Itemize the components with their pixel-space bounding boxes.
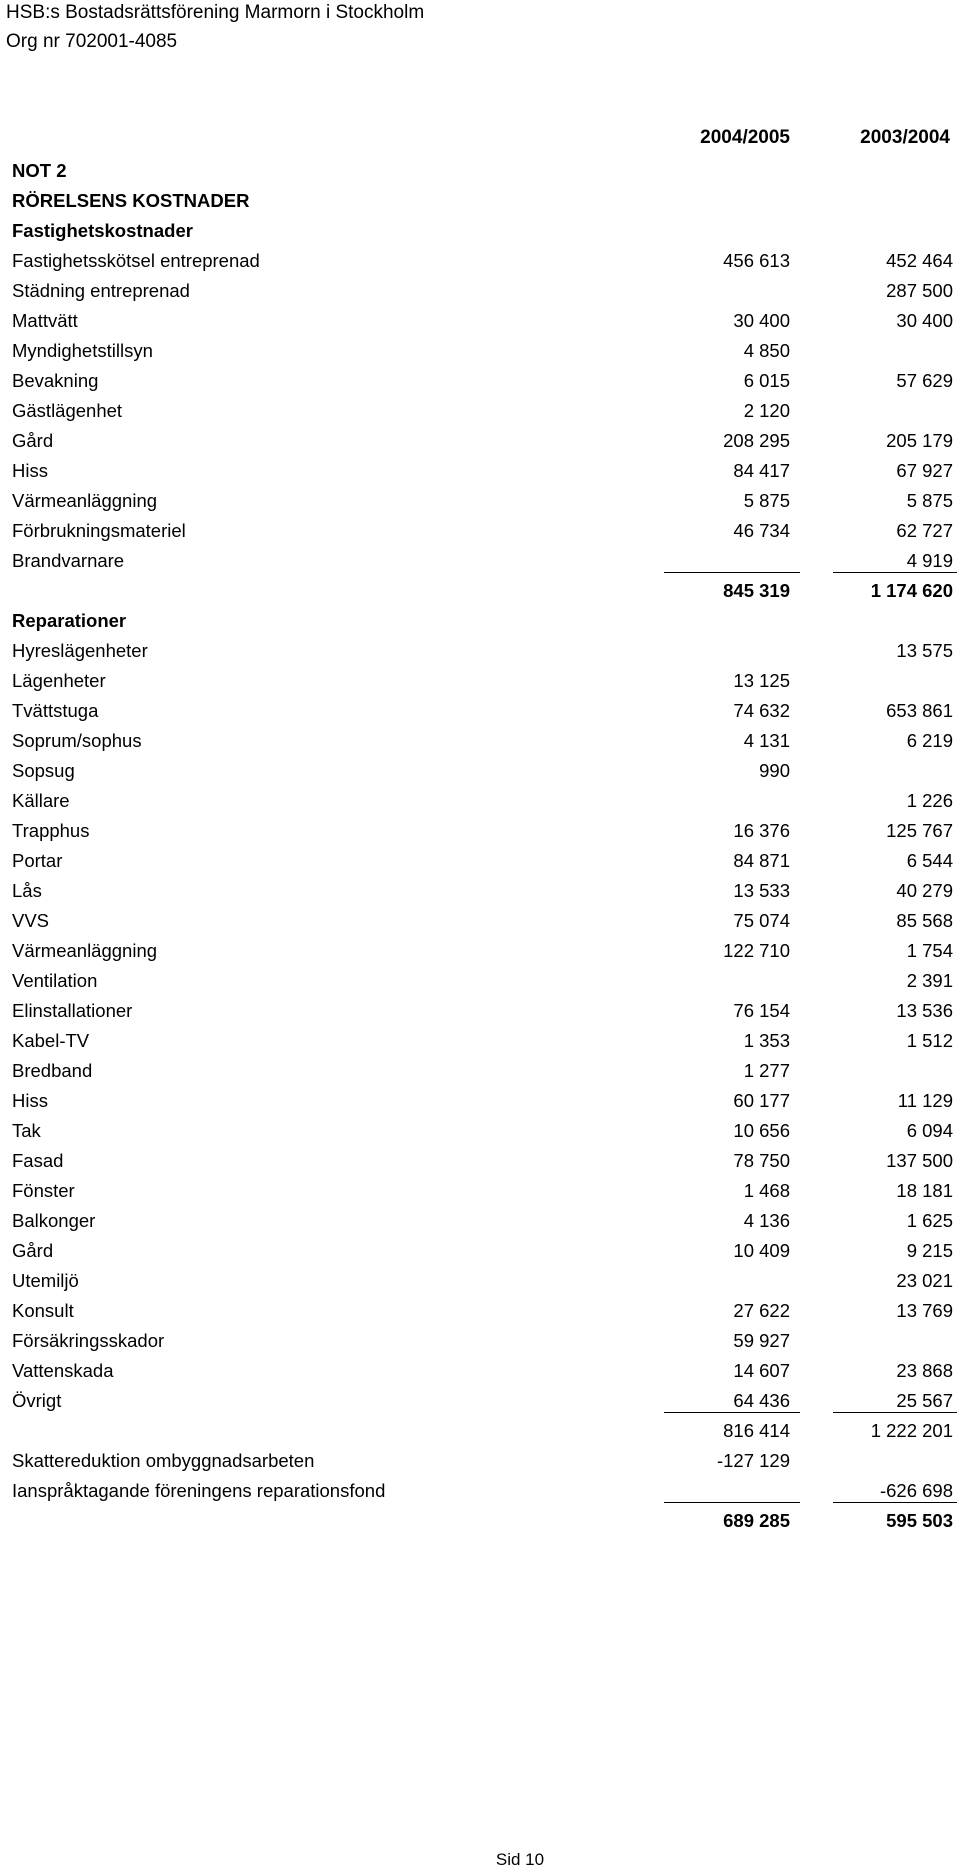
table-row (0, 785, 960, 815)
table-row (0, 485, 960, 515)
value-previous-year: 1 512 (906, 1030, 953, 1051)
table-row (0, 725, 960, 755)
value-previous-year: 452 464 (886, 250, 953, 271)
row-label: Bevakning (12, 370, 99, 391)
row-label: Hyreslägenheter (12, 640, 148, 661)
value-current-year: 27 622 (733, 1300, 790, 1321)
value-current-year: 13 533 (733, 880, 790, 901)
table-row (0, 995, 960, 1025)
value-previous-year: 18 181 (896, 1180, 953, 1201)
value-previous-year: 25 567 (896, 1390, 953, 1411)
table-row (0, 1295, 960, 1325)
row-label: Fasad (12, 1150, 64, 1171)
table-row (0, 305, 960, 335)
value-previous-year: 11 129 (897, 1090, 953, 1111)
value-current-year: 74 632 (733, 700, 790, 721)
value-current-year: 64 436 (733, 1390, 790, 1411)
table-row (0, 695, 960, 725)
value-previous-year: 1 226 (906, 790, 953, 811)
value-previous-year: -626 698 (879, 1480, 953, 1501)
row-label: VVS (12, 910, 50, 931)
table-row (0, 1355, 960, 1385)
value-current-year: -127 129 (716, 1450, 790, 1471)
table-row (0, 515, 960, 545)
table-row (0, 1205, 960, 1235)
page-number: Sid 10 (495, 1850, 545, 1869)
section-heading (0, 215, 960, 245)
table-row (0, 545, 960, 575)
row-label: Gård (12, 430, 54, 451)
value-current-year: 689 285 (723, 1510, 790, 1531)
page-footer (0, 1850, 960, 1870)
table-row (0, 815, 960, 845)
row-label: Tvättstuga (12, 700, 99, 721)
row-label: Utemiljö (12, 1270, 79, 1291)
table-row (0, 1445, 960, 1475)
table-row (0, 935, 960, 965)
row-label: Övrigt (12, 1390, 62, 1411)
value-current-year: 456 613 (723, 250, 790, 271)
row-label: Sopsug (12, 760, 75, 781)
sum-line-current (664, 1412, 800, 1413)
row-label: Balkonger (12, 1210, 96, 1231)
value-previous-year: 4 919 (906, 550, 953, 571)
value-current-year: 60 177 (733, 1090, 790, 1111)
value-previous-year: 595 503 (886, 1510, 953, 1531)
value-current-year: 6 015 (743, 370, 790, 391)
value-current-year: 84 417 (733, 460, 790, 481)
row-label: Källare (12, 790, 70, 811)
value-previous-year: 1 754 (906, 940, 953, 961)
table-row (0, 365, 960, 395)
table-row (0, 395, 960, 425)
table-row (0, 875, 960, 905)
value-current-year: 4 136 (743, 1210, 790, 1231)
value-current-year: 14 607 (733, 1360, 790, 1381)
table-row (0, 755, 960, 785)
table-row (0, 425, 960, 455)
table-row (0, 455, 960, 485)
row-label: Gård (12, 1240, 54, 1261)
row-label: Försäkringsskador (12, 1330, 165, 1351)
row-label: Hiss (12, 1090, 48, 1111)
organization-name: HSB:s Bostadsrättsförening Marmorn i Stockholm (6, 2, 425, 23)
value-current-year: 4 850 (743, 340, 790, 361)
table-row (0, 1385, 960, 1415)
value-previous-year: 57 629 (896, 370, 953, 391)
value-current-year: 10 656 (733, 1120, 790, 1141)
sum-line-previous (833, 572, 957, 573)
row-label: Ventilation (12, 970, 98, 991)
cost-table (0, 155, 960, 1535)
year-previous: 2003/2004 (860, 127, 950, 148)
value-current-year: 75 074 (733, 910, 790, 931)
value-current-year: 78 750 (733, 1150, 790, 1171)
table-row (0, 905, 960, 935)
value-current-year: 2 120 (743, 400, 790, 421)
year-current: 2004/2005 (700, 127, 790, 148)
row-label: Fastighetskostnader (12, 220, 193, 241)
value-current-year: 10 409 (733, 1240, 790, 1261)
value-current-year: 1 353 (743, 1030, 790, 1051)
row-label: Vattenskada (12, 1360, 114, 1381)
value-previous-year: 6 219 (906, 730, 953, 751)
row-label: Förbrukningsmateriel (12, 520, 186, 541)
value-previous-year: 137 500 (886, 1150, 953, 1171)
section-heading (0, 605, 960, 635)
value-previous-year: 13 575 (896, 640, 953, 661)
row-label: Konsult (12, 1300, 74, 1321)
table-row (0, 275, 960, 305)
section-heading (0, 155, 960, 185)
value-current-year: 76 154 (733, 1000, 790, 1021)
row-label: Fastighetsskötsel entreprenad (12, 250, 260, 271)
row-label: Brandvarnare (12, 550, 125, 571)
value-current-year: 990 (759, 760, 790, 781)
row-label: Värmeanläggning (12, 940, 158, 961)
row-label: Bredband (12, 1060, 93, 1081)
sum-line-previous (833, 1412, 957, 1413)
table-row (0, 1175, 960, 1205)
value-current-year: 59 927 (733, 1330, 790, 1351)
value-current-year: 5 875 (743, 490, 790, 511)
row-label: Lägenheter (12, 670, 106, 691)
value-current-year: 46 734 (733, 520, 790, 541)
table-row (0, 245, 960, 275)
value-previous-year: 2 391 (906, 970, 953, 991)
row-label: Myndighetstillsyn (12, 340, 153, 361)
table-row (0, 665, 960, 695)
table-row (0, 1025, 960, 1055)
row-label: Kabel-TV (12, 1030, 90, 1051)
row-label: Skattereduktion ombyggnadsarbeten (12, 1450, 315, 1471)
value-previous-year: 1 222 201 (870, 1420, 953, 1441)
table-row (0, 1235, 960, 1265)
value-previous-year: 85 568 (896, 910, 953, 931)
row-label: Ianspråktagande föreningens reparationsfond (12, 1480, 386, 1501)
table-row (0, 1475, 960, 1505)
value-current-year: 1 468 (743, 1180, 790, 1201)
value-current-year: 30 400 (733, 310, 790, 331)
section-heading (0, 185, 960, 215)
value-previous-year: 9 215 (906, 1240, 953, 1261)
table-row (0, 1145, 960, 1175)
table-row (0, 1505, 960, 1535)
value-previous-year: 125 767 (886, 820, 953, 841)
table-row (0, 1055, 960, 1085)
table-row (0, 965, 960, 995)
row-label: Portar (12, 850, 63, 871)
row-label: Mattvätt (12, 310, 78, 331)
row-label: Värmeanläggning (12, 490, 158, 511)
table-row (0, 575, 960, 605)
value-previous-year: 653 861 (886, 700, 953, 721)
row-label: Fönster (12, 1180, 75, 1201)
row-label: Trapphus (12, 820, 90, 841)
value-current-year: 4 131 (743, 730, 790, 751)
value-current-year: 122 710 (723, 940, 790, 961)
value-previous-year: 6 094 (906, 1120, 953, 1141)
value-previous-year: 1 174 620 (870, 580, 953, 601)
row-label: Elinstallationer (12, 1000, 133, 1021)
sum-line-current (664, 572, 800, 573)
value-previous-year: 6 544 (906, 850, 953, 871)
value-previous-year: 5 875 (906, 490, 953, 511)
value-previous-year: 13 536 (896, 1000, 953, 1021)
table-row (0, 1115, 960, 1145)
sum-line-current (664, 1502, 800, 1503)
organization-number: Org nr 702001-4085 (6, 31, 178, 52)
value-previous-year: 23 868 (896, 1360, 953, 1381)
row-label: RÖRELSENS KOSTNADER (12, 190, 250, 211)
table-row (0, 845, 960, 875)
row-label: NOT 2 (12, 160, 67, 181)
value-previous-year: 13 769 (896, 1300, 953, 1321)
value-current-year: 816 414 (723, 1420, 790, 1441)
value-current-year: 208 295 (723, 430, 790, 451)
row-label: Lås (12, 880, 42, 901)
value-current-year: 1 277 (743, 1060, 790, 1081)
table-row (0, 1085, 960, 1115)
value-previous-year: 287 500 (886, 280, 953, 301)
value-previous-year: 23 021 (896, 1270, 953, 1291)
value-previous-year: 67 927 (896, 460, 953, 481)
row-label: Hiss (12, 460, 48, 481)
row-label: Tak (12, 1120, 41, 1141)
row-label: Reparationer (12, 610, 127, 631)
table-row (0, 335, 960, 365)
sum-line-previous (833, 1502, 957, 1503)
table-row (0, 1325, 960, 1355)
value-previous-year: 205 179 (886, 430, 953, 451)
value-current-year: 16 376 (733, 820, 790, 841)
row-label: Städning entreprenad (12, 280, 190, 301)
value-previous-year: 40 279 (896, 880, 953, 901)
table-row (0, 1415, 960, 1445)
value-previous-year: 1 625 (906, 1210, 953, 1231)
row-label: Gästlägenhet (12, 400, 123, 421)
table-row (0, 1265, 960, 1295)
value-previous-year: 30 400 (896, 310, 953, 331)
value-current-year: 84 871 (733, 850, 790, 871)
year-header (0, 127, 960, 151)
value-current-year: 845 319 (723, 580, 790, 601)
value-previous-year: 62 727 (896, 520, 953, 541)
value-current-year: 13 125 (733, 670, 790, 691)
table-row (0, 635, 960, 665)
row-label: Soprum/sophus (12, 730, 142, 751)
